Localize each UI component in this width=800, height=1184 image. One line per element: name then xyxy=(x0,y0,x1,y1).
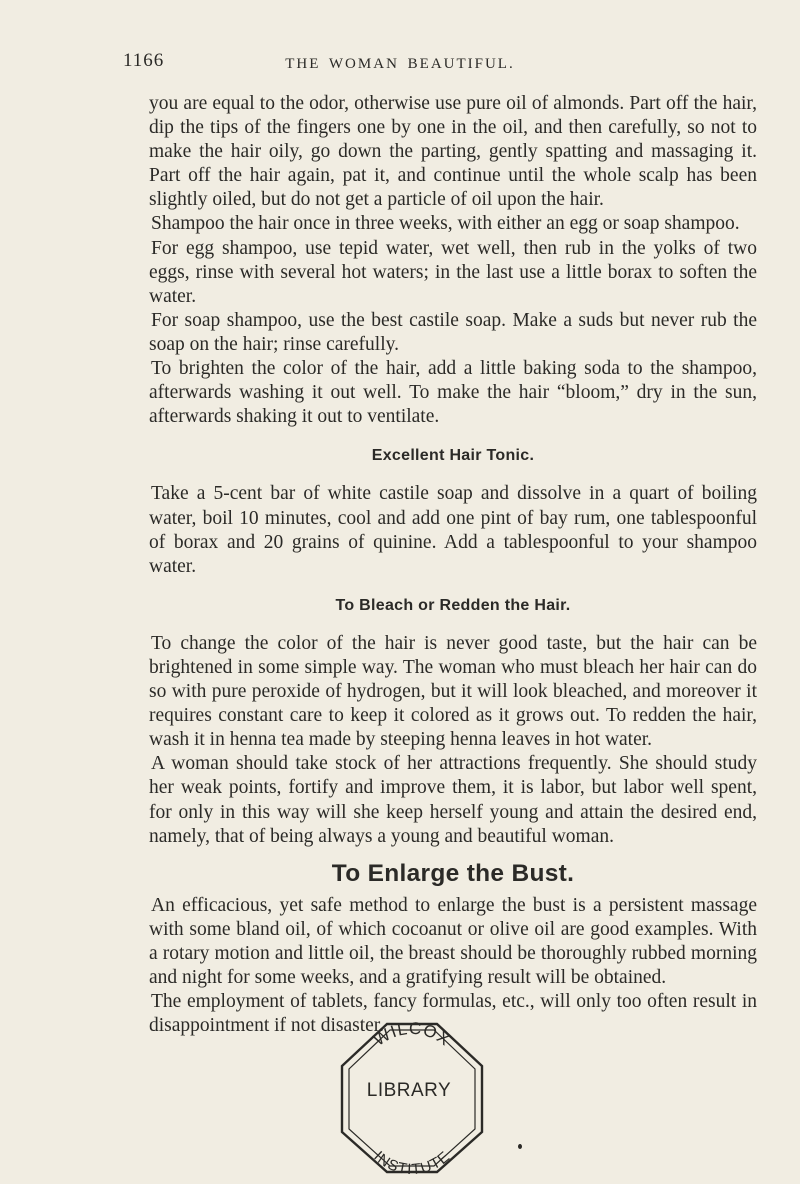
stamp-bottom-text: INSTITUTE xyxy=(370,1147,454,1176)
paragraph: Shampoo the hair once in three weeks, with either an egg or soap shampoo. xyxy=(151,213,740,235)
running-head: THE WOMAN BEAUTIFUL. xyxy=(285,56,515,72)
paragraph: For egg shampoo, use tepid water, wet well, then rub in the yolks of two eggs, rinse with several hot waters; in the last use a little borax to soften the water. xyxy=(149,237,757,307)
paragraph: To brighten the color of the hair, add a little baking soda to the shampoo, afterwards washing it out well. To make the hair “bloom,” dry in the sun, afterwards shaking it out to ventilate. xyxy=(149,358,757,428)
page-number: 1166 xyxy=(123,50,165,71)
section-heading-hair-tonic: Excellent Hair Tonic. xyxy=(371,447,535,465)
svg-text:WILCOX xyxy=(370,1020,454,1050)
stamp-label: LIBRARY xyxy=(366,1080,452,1101)
paragraph: To change the color of the hair is never good taste, but the hair can be brightened in some simple way. The woman who must bleach her hair can do so with pure peroxide of hydrogen, but it will look bleached, and moreover it requires constant care to keep it colored as it grows out. To redden the hair, wash it in henna tea made by steeping henna leaves in hot water. xyxy=(149,632,757,751)
paragraph: you are equal to the odor, otherwise use pure oil of almonds. Part off the hair, dip the tips of the fingers one by one in the oil, and then carefully, so not to make the hair oily, go down the parting, gently spatting and massaging it. Part off the hair again, pat it, and continue until the whole scalp has been slightly oiled, but do not get a particle of oil upon the hair. xyxy=(149,93,757,211)
section-heading-bleach-hair: To Bleach or Redden the Hair. xyxy=(335,596,571,614)
ink-speck xyxy=(518,1144,522,1149)
paragraph: An efficacious, yet safe method to enlarge the bust is a persistent massage with some bland oil, of which cocoanut or olive oil are good examples. With a rotary motion and little oil, the breast should be thoroughly rubbed morning and night for some weeks, and a gratifying result will be obtained. xyxy=(149,894,757,989)
stamp-top-text: WILCOX xyxy=(370,1020,455,1050)
paragraph: The employment of tablets, fancy formulas, etc., will only too often result in disappointment if not disaster. xyxy=(149,991,757,1037)
paragraph: A woman should take stock of her attractions frequently. She should study her weak points, fortify and improve them, it is labor, but labor well spent, for only in this way will she keep herself young and attain the desired end, namely, that of being always a young and beautiful woman. xyxy=(149,753,757,847)
section-heading-enlarge-bust: To Enlarge the Bust. xyxy=(331,859,575,887)
svg-text:INSTITUTE xyxy=(370,1148,453,1176)
paragraph: Take a 5-cent bar of white castile soap and dissolve in a quart of boiling water, boil 10 minutes, cool and add one pint of bay rum, one tablespoonful of borax and 20 grains of quinine. Add a tablespoonful to your shampoo water. xyxy=(149,483,757,577)
paragraph: For soap shampoo, use the best castile soap. Make a suds but never rub the soap on the hair; rinse carefully. xyxy=(149,309,757,355)
body-text xyxy=(149,92,757,1038)
